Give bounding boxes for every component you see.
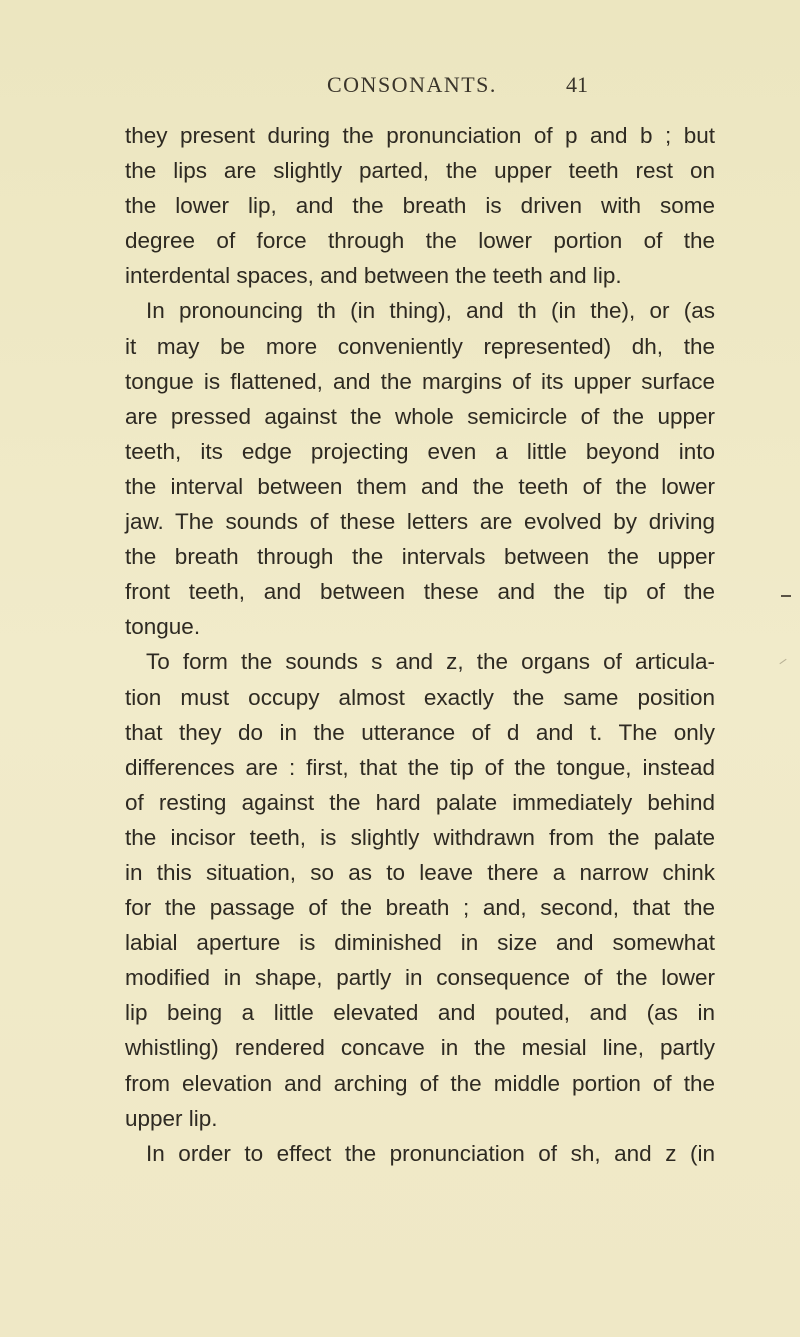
paragraph-start-line: In order to effect the pronunciation of sh, and z (in xyxy=(146,1140,715,1166)
running-head xyxy=(0,72,800,106)
body-text xyxy=(125,118,715,1171)
page-number: 41 xyxy=(566,72,588,97)
text-line: jaw. The sounds of these letters are evolved by driving xyxy=(125,509,715,535)
text-line: in this situation, so as to leave there a narrow chink xyxy=(125,859,715,885)
paragraph-start-line: To form the sounds s and z, the organs of articula- xyxy=(146,649,715,675)
running-title: CONSONANTS. xyxy=(327,72,497,97)
text-line: tongue. xyxy=(125,614,201,640)
text-line: lip being a little elevated and pouted, and (as in xyxy=(125,1000,715,1026)
text-line: tion must occupy almost exactly the same position xyxy=(125,684,715,710)
text-line: that they do in the utterance of d and t. The only xyxy=(125,719,715,745)
margin-tick-mark xyxy=(779,659,786,664)
text-line: it may be more conveniently represented) dh, the xyxy=(125,333,715,359)
text-line: labial aperture is diminished in size and somewhat xyxy=(125,930,715,956)
text-line: the interval between them and the teeth of the lower xyxy=(125,473,715,499)
text-line: for the passage of the breath ; and, second, that the xyxy=(125,895,715,921)
text-line: modified in shape, partly in consequence of the lower xyxy=(125,965,715,991)
text-line: tongue is flattened, and the margins of its upper surface xyxy=(125,368,715,394)
margin-dash-mark xyxy=(781,595,791,597)
text-line: the lips are slightly parted, the upper teeth rest on xyxy=(125,158,715,184)
text-line: from elevation and arching of the middle portion of the xyxy=(125,1070,715,1096)
paragraph-start-line: In pronouncing th (in thing), and th (in the), or (as xyxy=(146,298,715,324)
text-line: interdental spaces, and between the teeth and lip. xyxy=(125,263,622,289)
text-line: the lower lip, and the breath is driven with some xyxy=(125,193,715,219)
text-line: differences are : first, that the tip of the tongue, instead xyxy=(125,754,715,780)
text-line: of resting against the hard palate immediately behind xyxy=(125,789,715,815)
text-line: front teeth, and between these and the tip of the xyxy=(125,579,715,605)
text-line: upper lip. xyxy=(125,1105,218,1131)
text-line: they present during the pronunciation of p and b ; but xyxy=(125,123,715,148)
text-line: whistling) rendered concave in the mesial line, partly xyxy=(125,1035,715,1061)
text-line: the breath through the intervals between the upper xyxy=(125,544,715,570)
text-line: the incisor teeth, is slightly withdrawn from the palate xyxy=(125,824,715,850)
text-line: degree of force through the lower portion of the xyxy=(125,228,715,254)
text-line: teeth, its edge projecting even a little beyond into xyxy=(125,438,715,464)
text-line: are pressed against the whole semicircle of the upper xyxy=(125,403,715,429)
